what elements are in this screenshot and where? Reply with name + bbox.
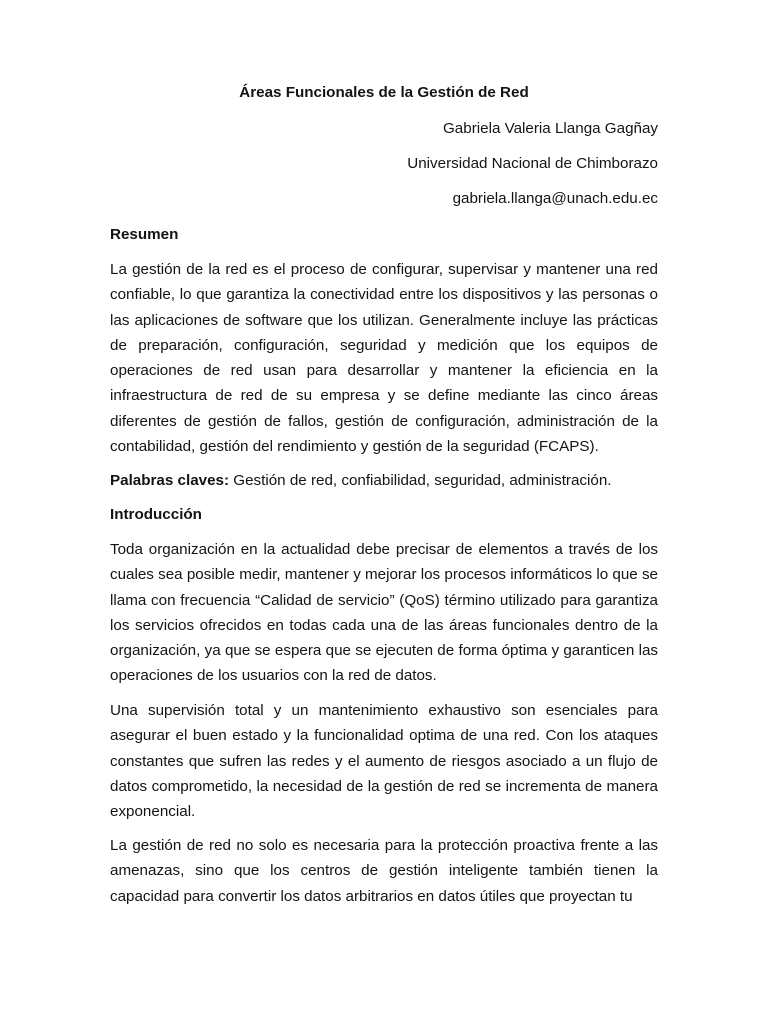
abstract-heading: Resumen <box>110 226 179 243</box>
intro-paragraph-1: Toda organización en la actualidad debe precisar de elementos a través de los cuales sea posible medir, mantener y mejorar los procesos informáticos lo que se llama con frecuencia “Calidad de servicio” (QoS) término utilizado para garantiza los servicios ofrecidos en todas cada una de las áreas funcionales dentro de la organización, ya que se espera que se ejecuten de forma óptima y garanticen las operaciones de los usuarios con la red de datos. <box>110 541 658 685</box>
abstract-paragraph: La gestión de la red es el proceso de configurar, supervisar y mantener una red confiable, lo que garantiza la conectividad entre los dispositivos y las personas o las aplicaciones de software que los utilizan. Generalmente incluye las prácticas de preparación, configuración, seguridad y medición que los equipos de operaciones de red usan para desarrollar y mantener la eficiencia en la infraestructura de red de su empresa y se define mediante las cinco áreas diferentes de gestión de fallos, gestión de configuración, administración de la contabilidad, gestión del rendimiento y gestión de la seguridad (FCAPS). <box>110 261 658 456</box>
institution-name: Universidad Nacional de Chimborazo <box>407 155 658 172</box>
introduction-heading: Introducción <box>110 506 202 523</box>
keywords-label: Palabras claves: <box>110 472 230 489</box>
author-email: gabriela.llanga@unach.edu.ec <box>452 190 658 207</box>
intro-paragraph-3: La gestión de red no solo es necesaria para la protección proactiva frente a las amenazas, sino que los centros de gestión inteligente también tienen la capacidad para convertir los datos arbitrarios en datos útiles que proyectan tu <box>110 837 658 905</box>
author-name: Gabriela Valeria Llanga Gagñay <box>442 120 658 137</box>
document-title: Áreas Funcionales de la Gestión de Red <box>239 84 529 101</box>
keywords-line <box>110 472 658 489</box>
intro-paragraph-2: Una supervisión total y un mantenimiento exhaustivo son esenciales para asegurar el buen estado y la funcionalidad optima de una red. Con los ataques constantes que sufren las redes y el aumento de riesgos asociado a un flujo de datos comprometido, la necesidad de la gestión de red se incrementa de manera exponencial. <box>110 702 658 821</box>
keywords-text: Gestión de red, confiabilidad, seguridad, administración. <box>229 472 612 489</box>
